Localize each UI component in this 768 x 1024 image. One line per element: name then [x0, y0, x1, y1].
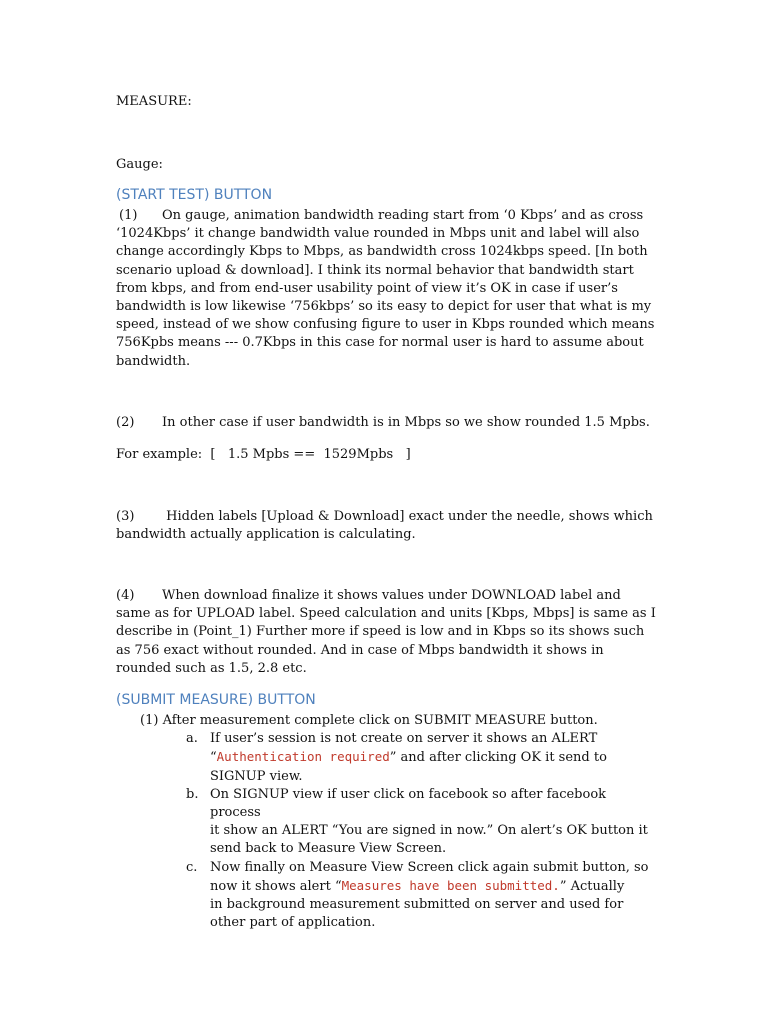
- list-item-a-line: If user’s session is not create on server it shows an ALERT: [210, 731, 598, 747]
- paragraph-2: [116, 414, 656, 432]
- paragraph-4-line: same as for UPLOAD label. Speed calculation and units [Kbps, Mbps] is same as I: [116, 606, 656, 622]
- paragraph-3-line: Hidden labels [Upload & Download] exact under the needle, shows which: [162, 509, 653, 524]
- list-item-b-line: it show an ALERT “You are signed in now.” On alert’s OK button it: [210, 823, 648, 839]
- paragraph-1-line: On gauge, animation bandwidth reading start from ‘0 Kbps’ and as cross: [162, 208, 644, 223]
- alert-message-submitted: Measures have been submitted.: [341, 877, 560, 893]
- paragraph-4-line: as 756 exact without rounded. And in case of Mbps bandwidth it shows in: [116, 642, 604, 658]
- paragraph-1: [116, 207, 656, 371]
- list-item-a-line: SIGNUP view.: [210, 768, 303, 784]
- paragraph-1-line: bandwidth.: [116, 353, 191, 369]
- paragraph-2-text: In other case if user bandwidth is in Mbps so we show rounded 1.5 Mpbs.: [162, 415, 650, 430]
- paragraph-1-line: speed, instead of we show confusing figure to user in Kbps rounded which means: [116, 317, 655, 333]
- list-item-b-line: On SIGNUP view if user click on facebook so after facebook process: [210, 786, 607, 821]
- gauge-label: Gauge:: [116, 157, 163, 172]
- submit-measure-list: [116, 712, 656, 932]
- submit-item-1-text: After measurement complete click on SUBMIT MEASURE button.: [162, 713, 598, 728]
- list-marker-b: b.: [186, 786, 199, 802]
- paragraph-4-line: describe in (Point_1) Further more if speed is low and in Kbps so its shows such: [116, 624, 645, 640]
- list-item-c-line: now it shows alert “: [210, 878, 342, 894]
- list-marker-c: c.: [186, 859, 198, 875]
- submit-item-1-number: (1): [140, 713, 159, 728]
- list-item-c-line: Now finally on Measure View Screen click again submit button, so: [210, 859, 649, 875]
- list-item-a: [116, 730, 656, 786]
- doc-title: MEASURE:: [116, 94, 192, 109]
- paragraph-1-line: bandwidth is low likewise ‘756kbps’ so its easy to depict for user that what is my: [116, 299, 652, 315]
- list-item-c-line: in background measurement submitted on server and used for: [210, 897, 624, 913]
- list-marker-a: a.: [186, 731, 198, 747]
- paragraph-4-line: When download finalize it shows values under DOWNLOAD label and: [162, 588, 621, 603]
- example-line: For example: [ 1.5 Mpbs == 1529Mpbs ]: [116, 447, 411, 462]
- paragraph-1-line: from kbps, and from end-user usability point of view it’s OK in case if user’s: [116, 280, 618, 296]
- list-item-c: [116, 859, 656, 933]
- list-item-c-line: ” Actually: [559, 878, 625, 894]
- paragraph-3: [116, 508, 656, 544]
- paragraph-1-line: ‘1024Kbps’ it change bandwidth value rounded in Mbps unit and label will also: [116, 226, 640, 242]
- paragraph-2-number: (2): [116, 415, 135, 430]
- paragraph-1-line: 756Kpbs means --- 0.7Kbps in this case for normal user is hard to assume about: [116, 335, 644, 351]
- paragraph-3-line: bandwidth actually application is calculating.: [116, 527, 416, 543]
- paragraph-4-number: (4): [116, 588, 135, 603]
- paragraph-1-number: (1): [119, 208, 138, 223]
- open-quote: “: [210, 750, 217, 766]
- paragraph-1-line: change accordingly Kbps to Mbps, as bandwidth cross 1024kbps speed. [In both: [116, 244, 648, 260]
- list-item-b-line: send back to Measure View Screen.: [210, 841, 447, 857]
- list-item-c-line: other part of application.: [210, 915, 376, 931]
- alert-message-auth-required: Authentication required: [216, 749, 390, 765]
- submit-item-1: [116, 712, 656, 730]
- start-test-heading: (START TEST) BUTTON: [116, 187, 273, 203]
- paragraph-1-line: scenario upload & download]. I think its normal behavior that bandwidth start: [116, 262, 634, 278]
- list-item-a-line: ” and after clicking OK it send to: [389, 750, 607, 766]
- paragraph-4-line: rounded such as 1.5, 2.8 etc.: [116, 660, 307, 676]
- paragraph-4: [116, 587, 656, 678]
- paragraph-3-number: (3): [116, 509, 135, 524]
- submit-measure-heading: (SUBMIT MEASURE) BUTTON: [116, 692, 316, 708]
- list-item-b: [116, 786, 656, 859]
